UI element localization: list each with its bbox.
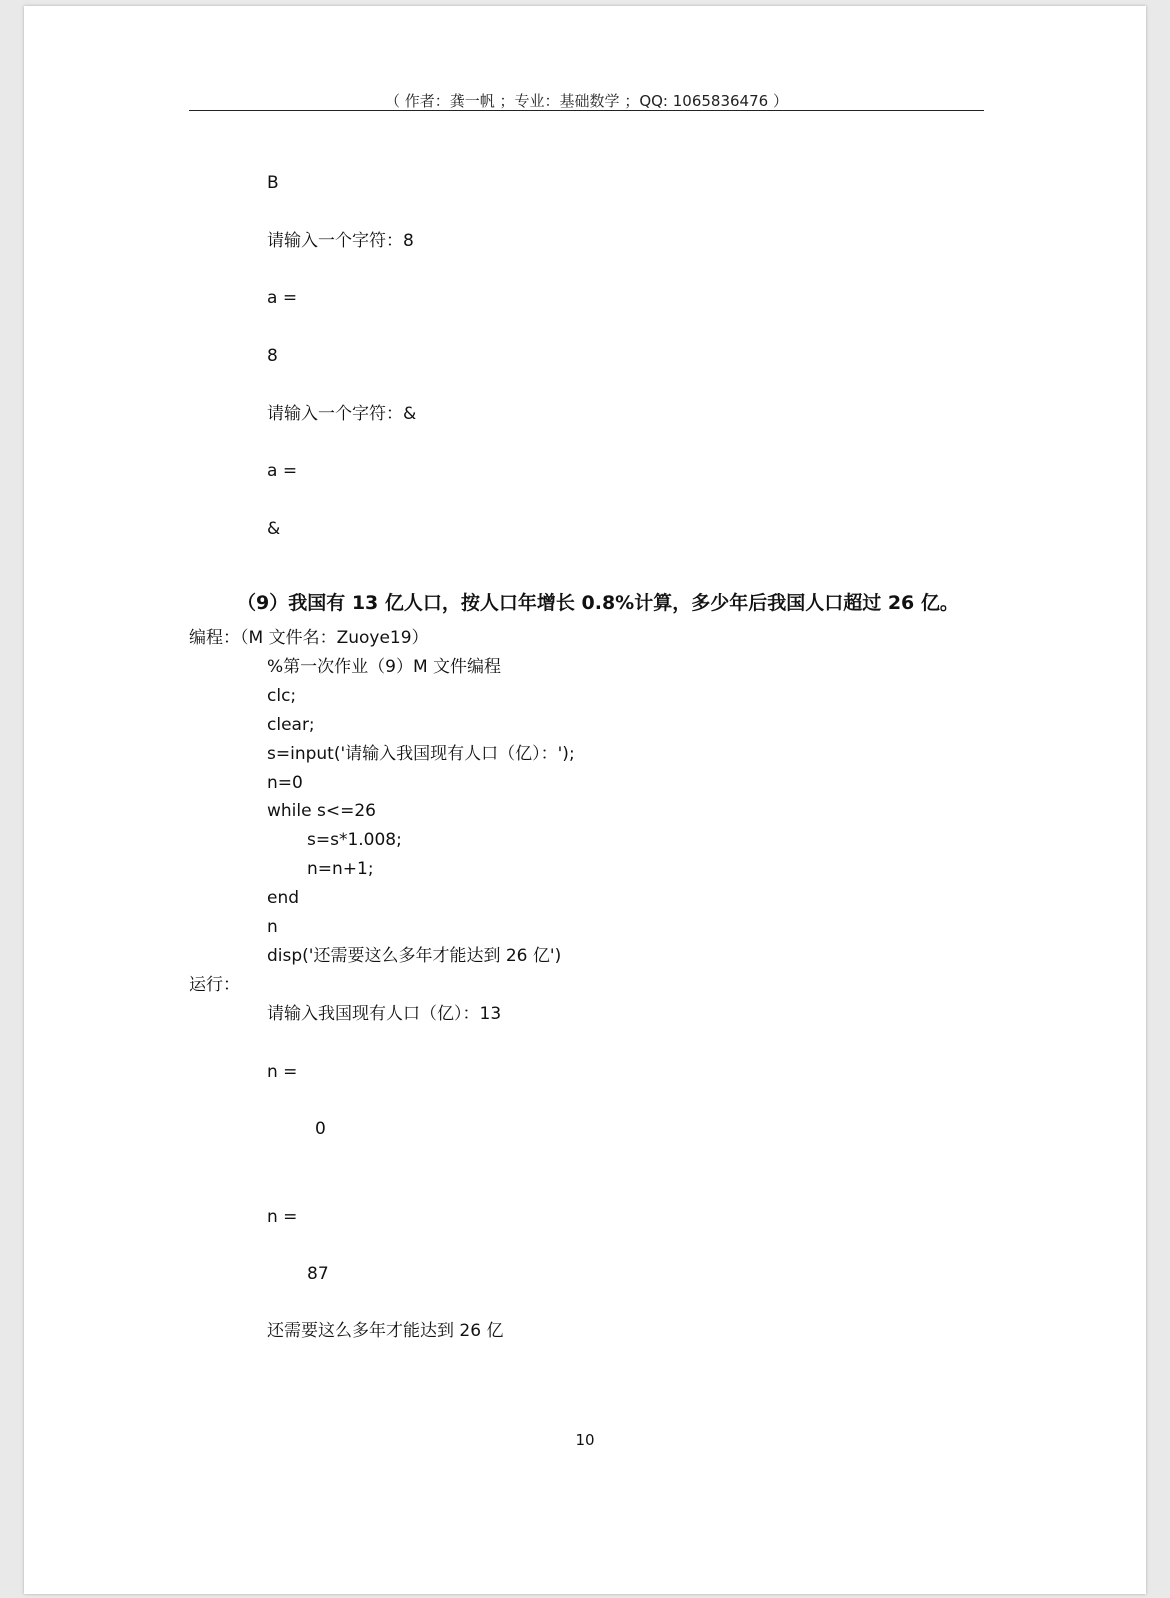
run-output-line: 请输入我国现有人口（亿）：13 bbox=[267, 1004, 502, 1024]
run-output-line: n = bbox=[267, 1062, 298, 1082]
output-line: & bbox=[267, 519, 281, 539]
output-line: B bbox=[267, 173, 279, 193]
output-line: 8 bbox=[267, 346, 278, 366]
run-output-line: 0 bbox=[315, 1119, 326, 1139]
run-output-line: 还需要这么多年才能达到 26 亿 bbox=[267, 1321, 504, 1341]
output-line: a = bbox=[267, 461, 298, 481]
output-line: 请输入一个字符：& bbox=[267, 404, 417, 424]
page-header: （ 作者：龚一帆 ；专业：基础数学 ；QQ: 1065836476 ） bbox=[385, 92, 788, 110]
page-number: 10 bbox=[575, 1431, 595, 1449]
run-output-line: 87 bbox=[307, 1264, 329, 1284]
header-rule bbox=[189, 110, 984, 111]
code-line: n=0 bbox=[267, 773, 303, 793]
code-line: s=input('请输入我国现有人口（亿）：'); bbox=[267, 744, 575, 764]
code-line: end bbox=[267, 888, 300, 908]
run-label: 运行： bbox=[189, 975, 240, 995]
question-heading: （9）我国有 13 亿人口，按人口年增长 0.8%计算，多少年后我国人口超过 26 亿。 bbox=[237, 592, 959, 614]
output-line: a = bbox=[267, 288, 298, 308]
code-line: %第一次作业（9）M 文件编程 bbox=[267, 657, 502, 677]
program-label: 编程：（M 文件名：Zuoye19） bbox=[189, 628, 429, 648]
output-line: 请输入一个字符：8 bbox=[267, 231, 414, 251]
run-output-line: n = bbox=[267, 1207, 298, 1227]
code-line: clc; bbox=[267, 686, 297, 706]
code-line: s=s*1.008; bbox=[307, 830, 402, 850]
code-line: n bbox=[267, 917, 278, 937]
code-line: disp('还需要这么多年才能达到 26 亿') bbox=[267, 946, 562, 966]
code-line: while s<=26 bbox=[267, 801, 376, 821]
code-line: clear; bbox=[267, 715, 315, 735]
code-line: n=n+1; bbox=[307, 859, 374, 879]
document-page bbox=[24, 6, 1146, 1594]
